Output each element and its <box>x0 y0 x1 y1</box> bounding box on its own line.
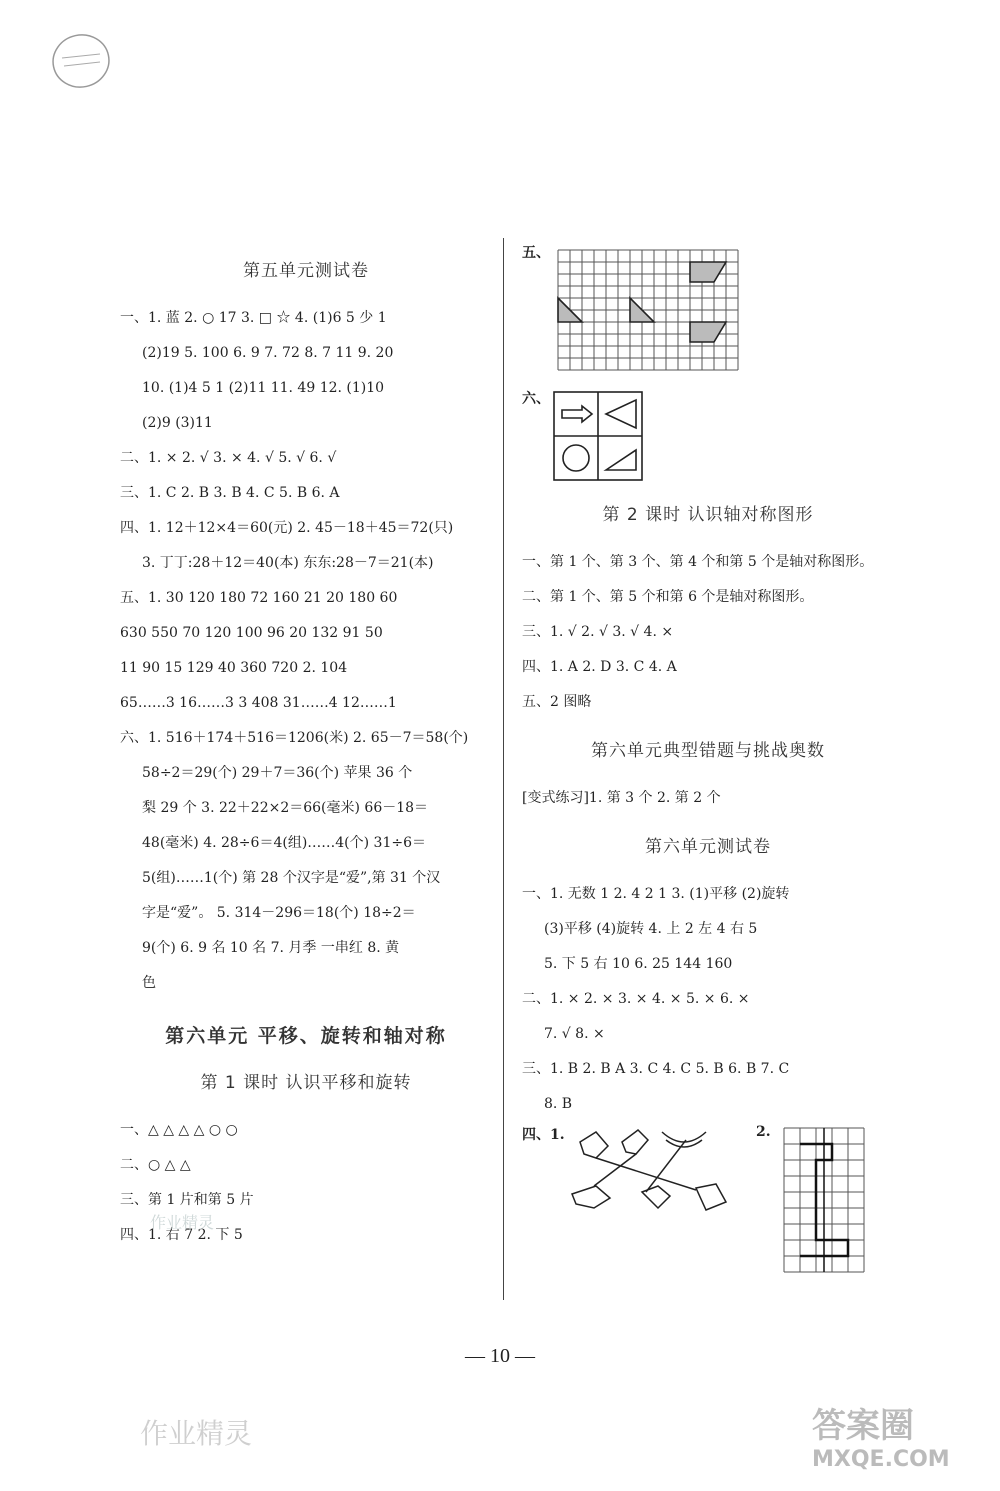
figures-four <box>522 1124 894 1284</box>
answer-line: 7. √ 8. × <box>544 1026 605 1042</box>
grid-figure-five <box>522 242 894 374</box>
answer-line: 11 90 15 129 40 360 720 2. 104 <box>120 660 348 676</box>
lesson2-title: 第 2 课时 认识轴对称图形 <box>602 505 814 525</box>
answer-line: 630 550 70 120 100 96 20 132 91 50 <box>120 625 383 641</box>
label-five: 五、 <box>522 245 550 261</box>
right-column <box>522 240 894 1298</box>
answer-line: 色 <box>142 975 156 991</box>
answer-line: 三、第 1 片和第 5 片 <box>120 1192 254 1208</box>
answer-line: 10. (1)4 5 1 (2)11 11. 49 12. (1)10 <box>142 380 385 396</box>
label-six: 六、 <box>522 391 550 407</box>
answer-line: 一、1. 无数 1 2. 4 2 1 3. (1)平移 (2)旋转 <box>522 886 790 902</box>
answer-line: (3)平移 (4)旋转 4. 上 2 左 4 右 5 <box>544 921 758 937</box>
answer-line: 5(组)……1(个) 第 28 个汉字是“爱”,第 31 个汉 <box>142 870 441 886</box>
lesson2-answers <box>522 545 894 720</box>
stamp-seal-icon <box>48 28 114 94</box>
watermark-mxqe: MXQE.COM <box>812 1447 950 1472</box>
watermark-daanquan: 答案圈 <box>812 1406 914 1446</box>
answer-line: 二、○ △ △ <box>120 1157 191 1173</box>
answer-line: 字是“爱”。 5. 314－296＝18(个) 18÷2＝ <box>142 905 416 921</box>
grid-figure-six <box>522 388 894 484</box>
answer-line: 一、1. 蓝 2. ○ 17 3. □ ☆ 4. (1)6 5 少 1 <box>120 310 387 326</box>
answer-line: (2)19 5. 100 6. 9 7. 72 8. 7 11 9. 20 <box>142 345 394 361</box>
answer-line: 58÷2＝29(个) 29＋7＝36(个) 苹果 36 个 <box>142 765 413 781</box>
section-title-unit5-test: 第五单元测试卷 <box>243 261 369 281</box>
answer-line: 三、1. C 2. B 3. B 4. C 5. B 6. A <box>120 485 340 501</box>
answer-line: 一、第 1 个、第 3 个、第 4 个和第 5 个是轴对称图形。 <box>522 554 874 570</box>
answer-line: 8. B <box>544 1096 573 1112</box>
answer-line: 3. 丁丁:28＋12＝40(本) 东东:28－7＝21(本) <box>142 555 434 571</box>
left-column <box>120 240 492 1253</box>
unit5-answers <box>120 301 492 1001</box>
matching-shapes-figure <box>566 1124 756 1234</box>
unit6-test-title: 第六单元测试卷 <box>645 837 771 857</box>
answer-line: [变式练习]1. 第 3 个 2. 第 2 个 <box>522 790 721 806</box>
column-divider <box>503 238 504 1300</box>
unit6-title: 第六单元 平移、旋转和轴对称 <box>165 1025 447 1047</box>
answer-line: 四、1. A 2. D 3. C 4. A <box>522 659 677 675</box>
answer-line: 二、1. × 2. × 3. × 4. × 5. × 6. × <box>522 991 750 1007</box>
answer-line: 梨 29 个 3. 22＋22×2＝66(毫米) 66－18＝ <box>142 800 429 816</box>
answer-line: 一、△ △ △ △ ○ ○ <box>120 1122 238 1138</box>
shapes-grid-figure <box>550 388 650 484</box>
watermark-zuoye-jingling: 作业精灵 <box>140 1417 253 1450</box>
answer-line: 六、1. 516＋174＋516＝1206(米) 2. 65－7＝58(个) <box>120 730 469 746</box>
answer-line: 48(毫米) 4. 28÷6＝4(组)……4(个) 31÷6＝ <box>142 835 427 851</box>
answer-line: (2)9 (3)11 <box>142 415 213 431</box>
answer-line: 二、1. × 2. √ 3. × 4. √ 5. √ 6. √ <box>120 450 337 466</box>
answer-line: 三、1. √ 2. √ 3. √ 4. × <box>522 624 674 640</box>
page-number: — 10 — <box>465 1345 535 1367</box>
answer-line: 5. 下 5 右 10 6. 25 144 160 <box>544 956 733 972</box>
translation-grid-figure <box>550 242 750 374</box>
answer-line: 四、1. 右 7 2. 下 5 <box>120 1227 243 1243</box>
answer-line: 二、第 1 个、第 5 个和第 6 个是轴对称图形。 <box>522 589 814 605</box>
unit6-test-answers <box>522 877 894 1122</box>
unit6-errors-title: 第六单元典型错题与挑战奥数 <box>591 741 825 761</box>
answer-line: 五、1. 30 120 180 72 160 21 20 180 60 <box>120 590 398 606</box>
answer-line: 五、2 图略 <box>522 694 592 710</box>
answer-line: 三、1. B 2. B A 3. C 4. C 5. B 6. B 7. C <box>522 1061 790 1077</box>
answer-line: 四、1. 12＋12×4＝60(元) 2. 45－18＋45＝72(只) <box>120 520 454 536</box>
lesson1-title: 第 1 课时 认识平移和旋转 <box>200 1073 412 1093</box>
label-two: 2. <box>756 1124 771 1140</box>
axis-symmetry-grid-figure <box>778 1124 874 1284</box>
answer-line: 65……3 16……3 3 408 31……4 12……1 <box>120 695 397 711</box>
faint-watermark: 作业精灵 <box>150 1213 215 1232</box>
answer-line: 9(个) 6. 9 名 10 名 7. 月季 一串红 8. 黄 <box>142 940 400 956</box>
label-four-one: 四、1. <box>522 1127 565 1143</box>
